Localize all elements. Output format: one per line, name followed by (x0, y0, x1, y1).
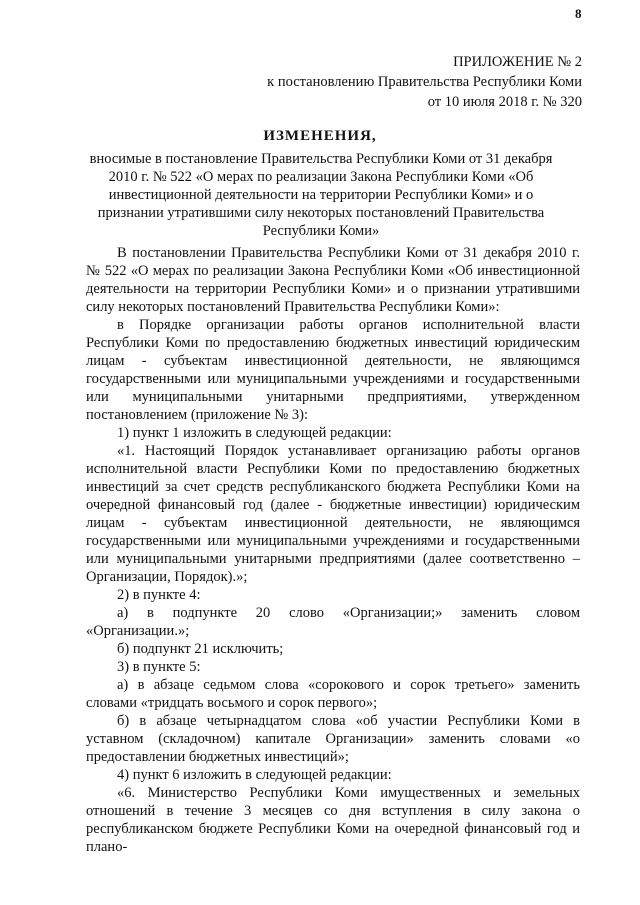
paragraph-item-3a: а) в абзаце седьмом слова «сорокового и сорок третьего» заменить словами «тридцать восьмого и сорок первого»; (86, 677, 580, 711)
page-number: 8 (575, 6, 582, 21)
paragraph-item-3b: б) в абзаце четырнадцатом слова «об участии Республики Коми в уставном (складочном) капитале Организации» заменить словами «о предоставлении бюджетных инвестиций»; (86, 713, 580, 765)
paragraph-item-3: 3) в пункте 5: (117, 659, 201, 675)
paragraph-item-1-text: «1. Настоящий Порядок устанавливает организацию работы органов исполнительной власти Республики Коми по предоставлению бюджетных инвестиций за счет средств республиканского бюджета Республики Коми на очередной финансовый год (далее - бюджетные инвестиции) юридическим лицам - субъектам инвестиционной деятельности, не являющимся государственными или муниципальными учреждениями и государственными или муниципальными унитарными предприятиями (далее соответственно – Организации, Порядок).»; (86, 443, 580, 585)
paragraph-item-2b: б) подпункт 21 исключить; (117, 641, 284, 657)
paragraph-item-2a: а) в подпункте 20 слово «Организации;» заменить словом «Организации.»; (86, 605, 580, 639)
appendix-header (267, 52, 582, 112)
paragraph-item-4-text: «6. Министерство Республики Коми имущественных и земельных отношений в течение 3 месяцев со дня вступления в силу закона о республиканском бюджете Республики Коми на очередной финансовый год и плано- (86, 785, 580, 855)
document-subtitle: вносимые в постановление Правительства Республики Коми от 31 декабря 2010 г. № 522 «О мерах по реализации Закона Республики Коми «Об инвестиционной деятельности на территории Республики Коми» и о признании утратившими силу некоторых постановлений Правительства Республики Коми» (89, 151, 553, 239)
paragraph-intro: В постановлении Правительства Республики Коми от 31 декабря 2010 г. № 522 «О мерах по реализации Закона Республики Коми «Об инвестиционной деятельности на территории Республики Коми» и о признании утратившими силу некоторых постановлений Правительства Республики Коми»: (86, 245, 580, 315)
document-body (86, 244, 580, 856)
paragraph-item-2: 2) в пункте 4: (117, 587, 201, 603)
appendix-label: ПРИЛОЖЕНИЕ № 2 (453, 54, 582, 70)
appendix-date: от 10 июля 2018 г. № 320 (427, 94, 582, 110)
appendix-reference: к постановлению Правительства Республики Коми (267, 74, 582, 90)
document-title: ИЗМЕНЕНИЯ, (263, 128, 377, 144)
paragraph-item-1: 1) пункт 1 изложить в следующей редакции: (117, 425, 392, 441)
paragraph-item-4: 4) пункт 6 изложить в следующей редакции: (117, 767, 392, 783)
paragraph-procedure: в Порядке организации работы органов исполнительной власти Республики Коми по предоставлению бюджетных инвестиций юридическим лицам - субъектам инвестиционной деятельности, не являющимся государственными или муниципальными учреждениями и государственными или муниципальными унитарными предприятиями, утвержденном постановлением (приложение № 3): (86, 317, 580, 423)
